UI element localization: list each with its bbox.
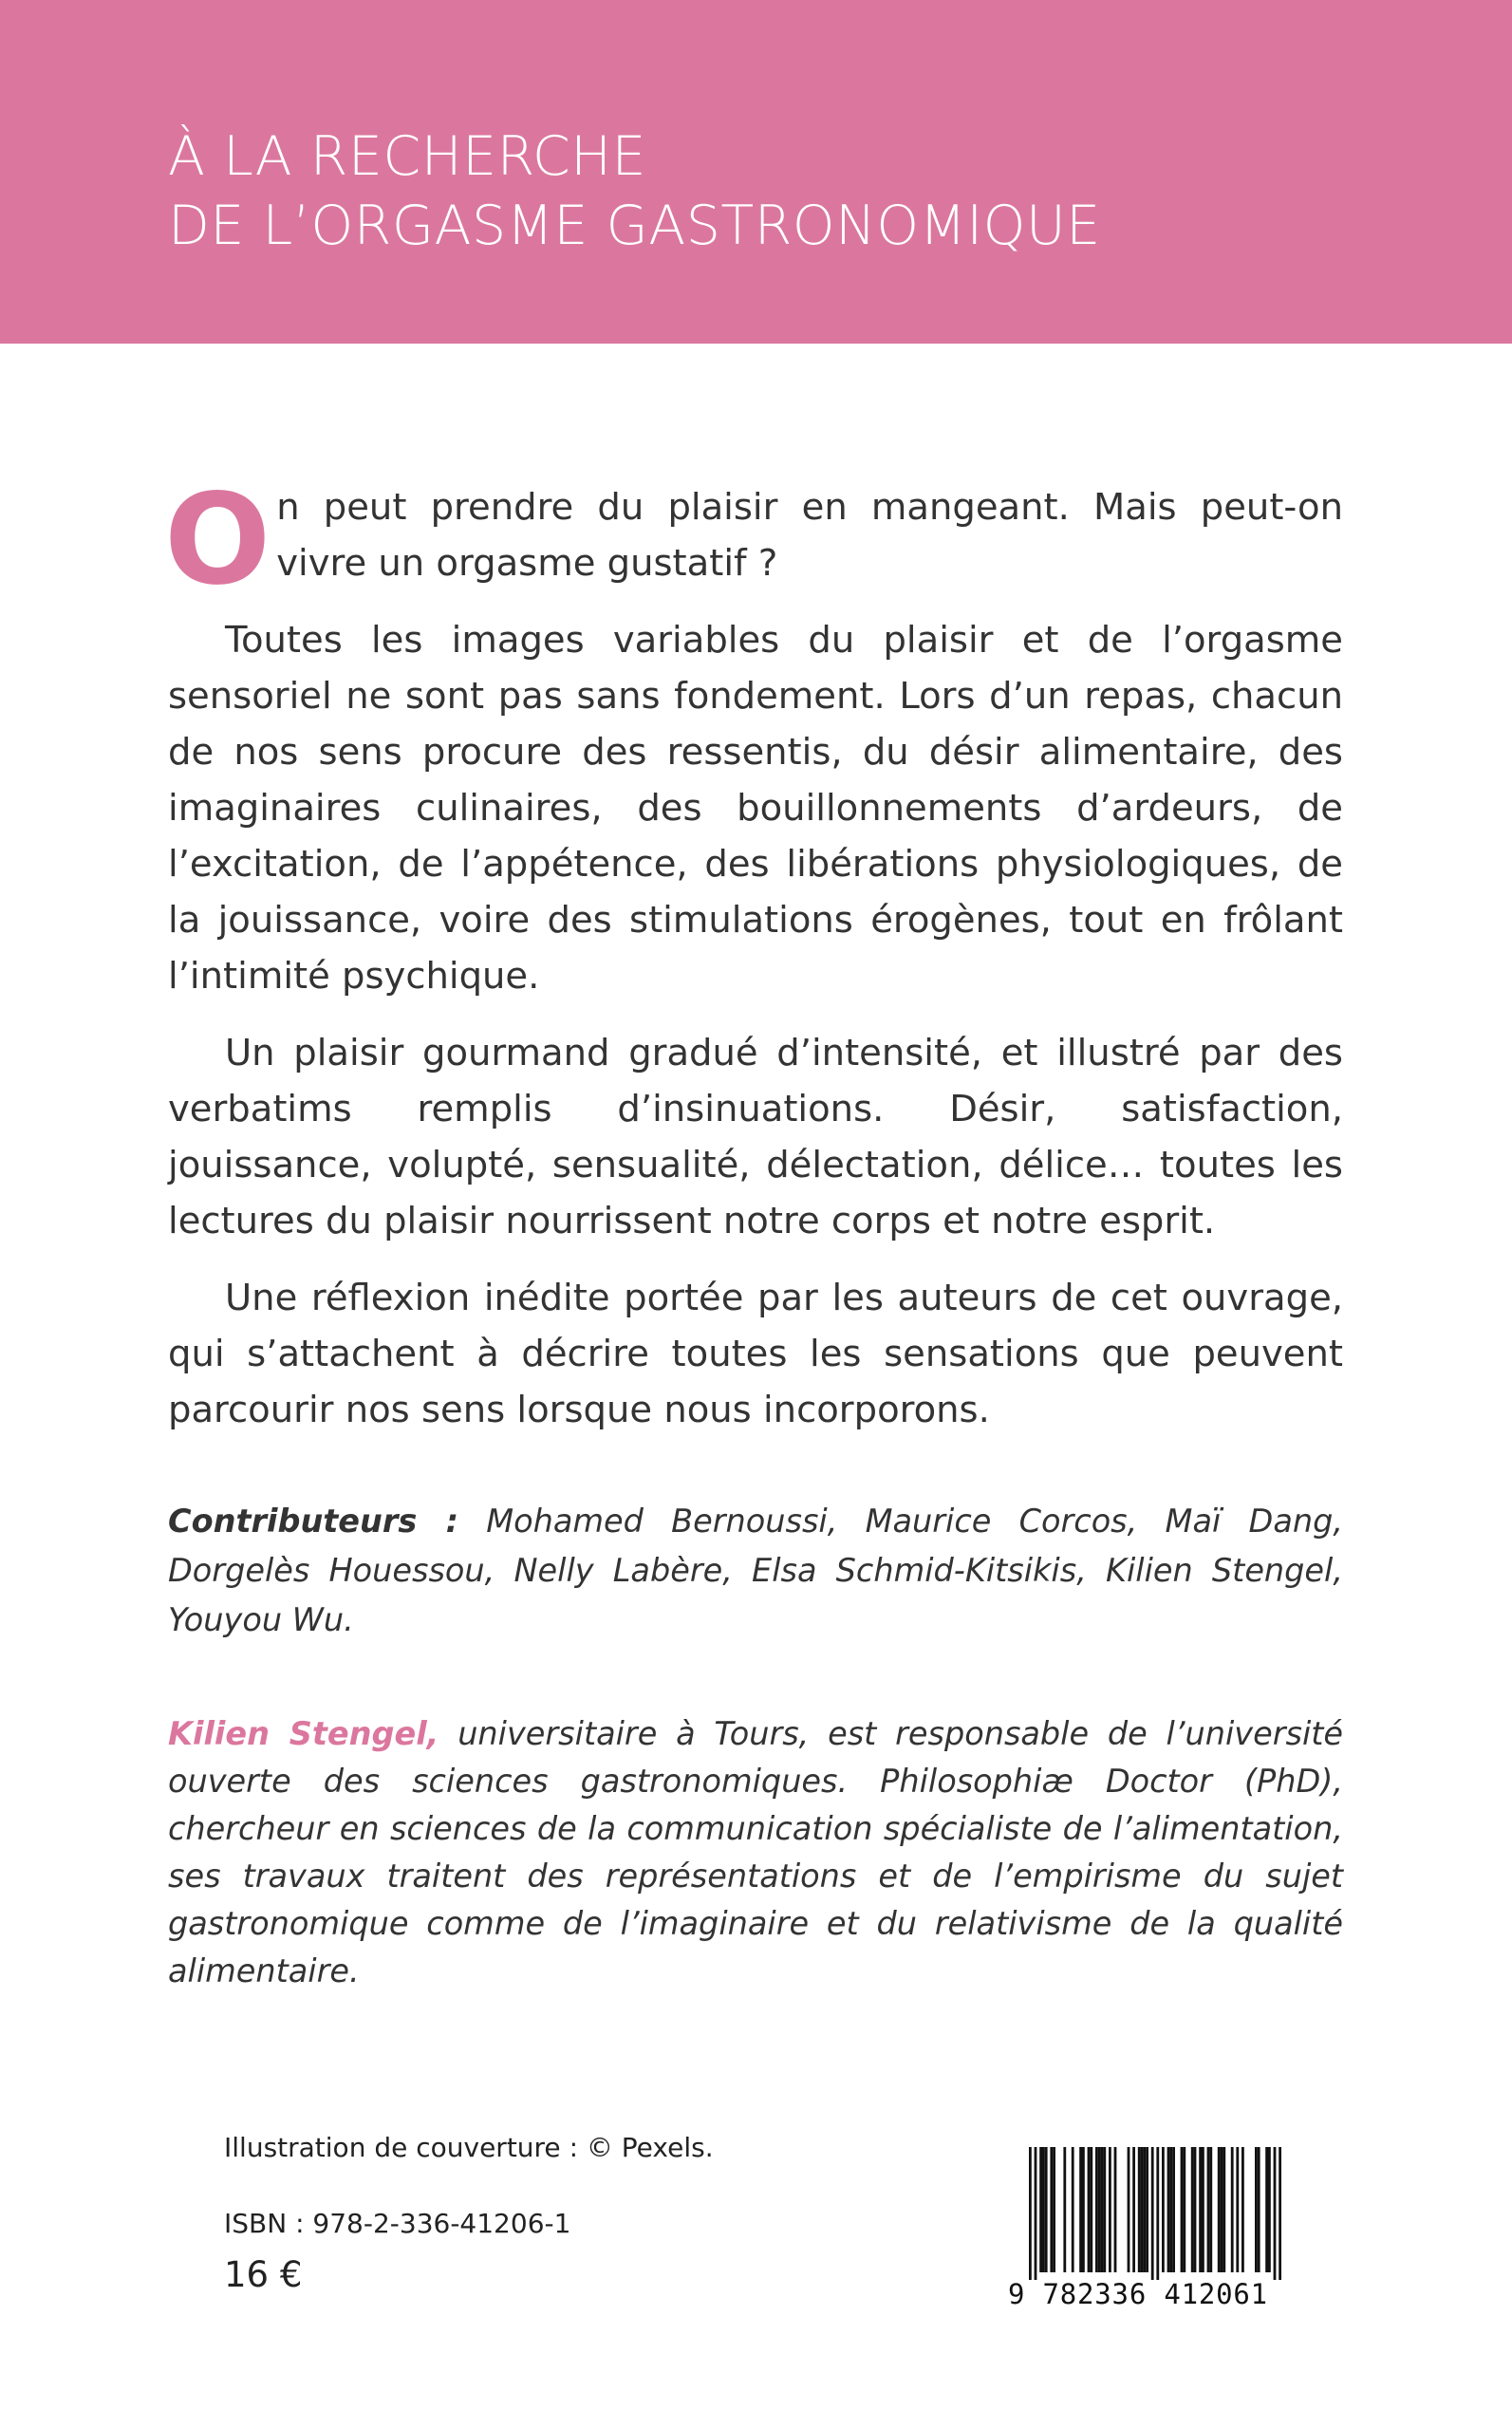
barcode-bar	[1167, 2147, 1170, 2272]
barcode-bar	[1156, 2147, 1159, 2280]
barcode-bar	[1255, 2147, 1258, 2272]
barcode-bars	[1008, 2147, 1308, 2280]
illustration-credit: Illustration de couverture : © Pexels.	[224, 2132, 714, 2163]
barcode-bar	[1265, 2147, 1268, 2272]
title-line-2: DE L’ORGASME GASTRONOMIQUE	[168, 195, 1101, 257]
barcode-bar	[1181, 2147, 1184, 2272]
blurb-paragraph-1	[164, 467, 1343, 613]
barcode-bar	[1218, 2147, 1221, 2272]
barcode-bar	[1103, 2147, 1106, 2272]
barcode-bar	[1101, 2147, 1104, 2272]
author-bio-text: universitaire à Tours, est responsable de l’université ouverte des sciences gastronomiques. Philosophiæ Doctor (PhD), chercheur en sciences de la communication spécialiste de l’alimentation, ses travaux traitent des représentations et de l’empirisme du sujet gastronomique comme de l’imaginaire et du relativisme de la qualité alimentaire.	[168, 1715, 1343, 1989]
blurb-paragraph-4: Une réflexion inédite portée par les auteurs de cet ouvrage, qui s’attachent à décrire toutes les sensations que peuvent parcourir nos sens lorsque nous incorporons.	[168, 1277, 1343, 1431]
barcode-bar	[1035, 2147, 1037, 2280]
barcode-bar	[1172, 2147, 1175, 2272]
barcode-bar	[1079, 2147, 1082, 2272]
barcode-bar	[1279, 2147, 1281, 2280]
blurb-paragraph-3: Un plaisir gourmand gradué d’intensité, et illustré par des verbatims remplis d’insinuations. Désir, satisfaction, jouissance, volupté, sensualité, délectation, délice… toutes les lectures du plaisir nourrissent notre corps et notre esprit.	[168, 1032, 1343, 1242]
contributors-label: Contributeurs :	[168, 1503, 458, 1540]
barcode-bar	[1141, 2147, 1144, 2272]
barcode-bar	[1088, 2147, 1091, 2272]
barcode-bar	[1209, 2147, 1212, 2272]
barcode-bar	[1128, 2147, 1130, 2272]
barcode-bar	[1039, 2147, 1042, 2272]
barcode-bar	[1162, 2147, 1165, 2272]
contributors-names: Mohamed Bernoussi, Maurice Corcos, Maï Dang, Dorgelès Houessou, Nelly Labère, Elsa Schmid-Kitsikis, Kilien Stengel, Youyou Wu.	[168, 1503, 1343, 1638]
barcode-bar	[1042, 2147, 1045, 2272]
barcode-bar	[1050, 2147, 1053, 2272]
barcode-bar	[1207, 2147, 1210, 2272]
barcode-bar	[1223, 2147, 1225, 2272]
barcode-bar	[1231, 2147, 1234, 2272]
barcode-bar	[1063, 2147, 1066, 2272]
barcode-bar	[1274, 2147, 1277, 2280]
barcode-bar	[1169, 2147, 1172, 2272]
barcode-bar	[1029, 2147, 1032, 2280]
drop-cap: O	[164, 467, 271, 613]
barcode-bar	[1183, 2147, 1185, 2272]
barcode-digits: 9 782336 412061	[1008, 2278, 1268, 2310]
blurb	[164, 467, 1343, 1438]
barcode-bar	[1138, 2147, 1141, 2272]
author-bio	[168, 1710, 1343, 1995]
barcode-bar	[1241, 2147, 1244, 2272]
barcode-bar	[1132, 2147, 1135, 2272]
title-band	[0, 0, 1512, 344]
title-line-1: À LA RECHERCHE	[168, 125, 647, 188]
contributors	[168, 1497, 1343, 1645]
barcode-bar	[1109, 2147, 1111, 2272]
barcode-bar	[1199, 2147, 1202, 2272]
barcode-bar	[1098, 2147, 1101, 2272]
barcode-bar	[1146, 2147, 1148, 2272]
blurb-paragraph-1-text: n peut prendre du plaisir en mangeant. Mais peut-on vivre un orgasme gustatif ?	[276, 486, 1343, 585]
barcode-bar	[1221, 2147, 1223, 2272]
isbn: ISBN : 978-2-336-41206-1	[224, 2208, 571, 2239]
barcode-bar	[1258, 2147, 1260, 2272]
barcode-bar	[1072, 2147, 1074, 2272]
barcode-bar	[1194, 2147, 1197, 2272]
barcode-bar	[1202, 2147, 1204, 2272]
barcode-bar	[1114, 2147, 1117, 2272]
barcode-bar	[1095, 2147, 1098, 2272]
barcode-bar	[1090, 2147, 1092, 2272]
author-name: Kilien Stengel,	[168, 1715, 439, 1752]
blurb-paragraph-2: Toutes les images variables du plaisir et de l’orgasme sensoriel ne sont pas sans fondement. Lors d’un repas, chacun de nos sens procure des ressentis, du désir alimentaire, des imaginaires culinaires, des bouillonnements d’ardeurs, de l’excitation, de l’appétence, des libérations physiologiques, de la jouissance, voire des stimulations érogènes, tout en frôlant l’intimité psychique.	[168, 619, 1343, 998]
barcode-bar	[1151, 2147, 1154, 2280]
barcode	[1008, 2147, 1308, 2310]
barcode-bar	[1191, 2147, 1194, 2272]
barcode-bar	[1236, 2147, 1239, 2272]
barcode-bar	[1268, 2147, 1271, 2272]
barcode-bar	[1082, 2147, 1085, 2272]
barcode-bar	[1143, 2147, 1146, 2272]
barcode-bar	[1053, 2147, 1055, 2272]
price: 16 €	[224, 2254, 303, 2295]
barcode-bar	[1045, 2147, 1048, 2272]
